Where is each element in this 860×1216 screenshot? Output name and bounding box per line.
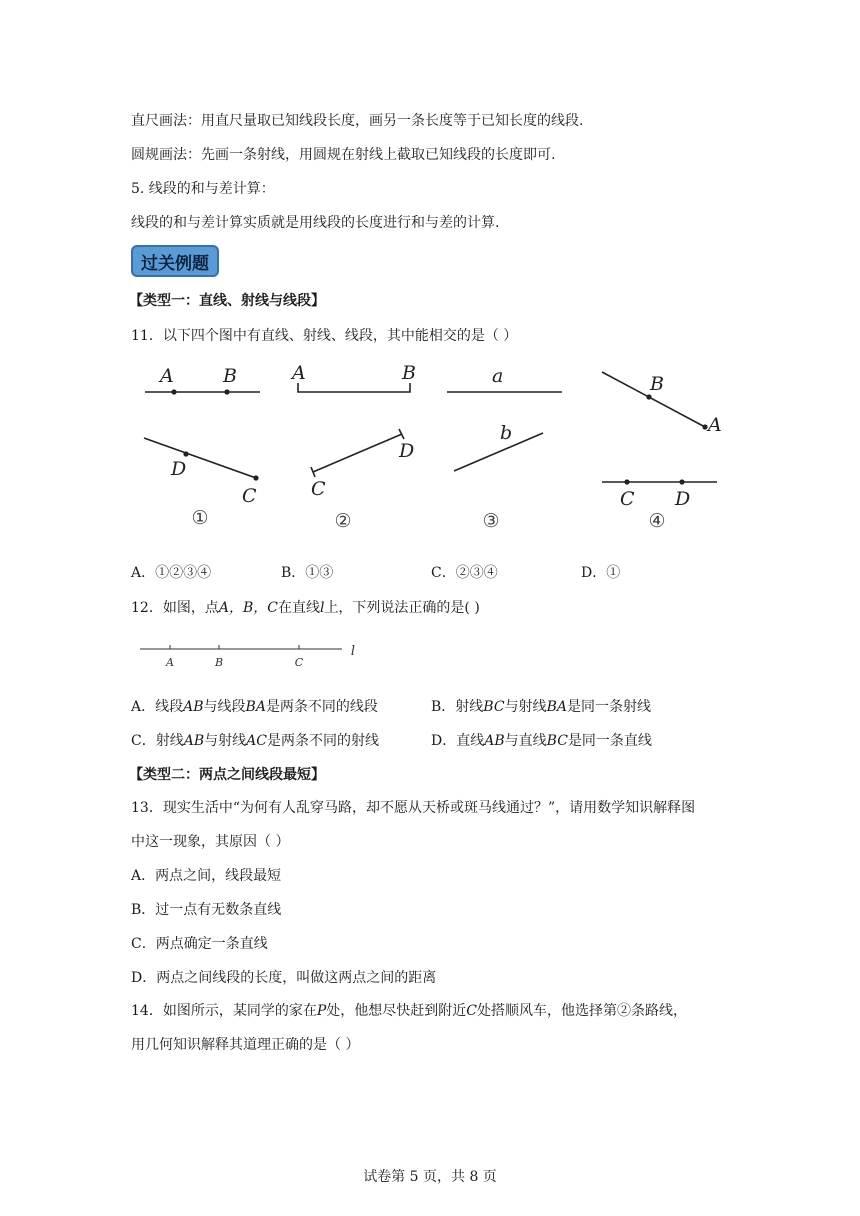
point-a-fig4 — [702, 424, 707, 429]
intro-line-compass: 圆规画法：先画一条射线，用圆规在射线上截取已知线段的长度即可. — [131, 147, 556, 163]
q14-stem-line1: 14．如图所示，某同学的家在P处，他想尽快赶到附近C处搭顺风车，他选择第②条路线， — [131, 1003, 687, 1019]
q12-label-a: A — [166, 656, 174, 669]
label-c-fig4: C — [620, 488, 635, 510]
q12-option-a: A．线段AB与线段BA是两条不同的线段 — [131, 699, 378, 715]
label-c-fig1: C — [242, 485, 257, 507]
label-d-fig4: D — [675, 488, 691, 510]
point-b-fig4 — [646, 394, 651, 399]
label-fig-4: ④ — [648, 510, 666, 532]
point-a-fig1 — [171, 389, 176, 394]
label-a-fig3: a — [492, 365, 504, 387]
label-fig-1: ① — [191, 507, 209, 529]
q11-option-b: B．①③ — [281, 565, 334, 581]
point-c-fig1 — [253, 475, 258, 480]
label-fig-2: ② — [334, 510, 352, 532]
q11-figure — [130, 355, 730, 535]
q12-label-l: l — [350, 644, 356, 659]
q14-stem-line2: 用几何知识解释其道理正确的是（ ） — [131, 1037, 360, 1053]
q13-option-a: A．两点之间，线段最短 — [131, 868, 282, 884]
label-fig-3: ③ — [482, 510, 500, 532]
q12-option-d: D．直线AB与直线BC是同一条直线 — [431, 733, 652, 749]
intro-line-ruler: 直尺画法：用直尺量取已知线段长度，画另一条长度等于已知长度的线段. — [131, 113, 584, 129]
q11-option-a: A．①②③④ — [131, 565, 212, 581]
q12-option-b: B．射线BC与射线BA是同一条射线 — [431, 699, 651, 715]
q13-stem-line1: 13．现实生活中“为何有人乱穿马路，却不愿从天桥或斑马线通过？”，请用数学知识解释图 — [131, 800, 696, 816]
q11-stem: 11．以下四个图中有直线、射线、线段，其中能相交的是（ ） — [131, 328, 518, 344]
page-footer: 试卷第 5 页，共 8 页 — [363, 1169, 497, 1185]
q13-option-c: C．两点确定一条直线 — [131, 936, 268, 952]
point-d-fig4 — [679, 479, 684, 484]
label-a-fig4: A — [708, 414, 722, 436]
q13-option-d: D．两点之间线段的长度，叫做这两点之间的距离 — [131, 970, 437, 986]
label-d-fig2: D — [399, 440, 415, 462]
q11-option-c: C．②③④ — [431, 565, 498, 581]
intro-line-sum-diff: 线段的和与差计算实质就是用线段的长度进行和与差的计算. — [131, 215, 500, 231]
q12-stem: 12．如图，点A，B，C在直线l上，下列说法正确的是( ) — [131, 600, 480, 616]
q13-stem-line2: 中这一现象，其原因（ ） — [131, 834, 290, 850]
point-c-fig4 — [624, 479, 629, 484]
label-b-fig4: B — [650, 373, 664, 395]
q11-option-d: D．① — [581, 565, 621, 581]
type1-heading: 【类型一：直线、射线与线段】 — [129, 293, 325, 309]
q12-label-b: B — [214, 656, 224, 669]
label-a-fig1: A — [160, 365, 174, 387]
intro-line-heading: 5. 线段的和与差计算： — [131, 181, 275, 197]
q12-option-c: C．射线AB与射线AC是两条不同的射线 — [131, 733, 379, 749]
q13-option-b: B．过一点有无数条直线 — [131, 902, 282, 918]
label-c-fig2: C — [311, 478, 326, 500]
q12-label-c: C — [294, 656, 304, 669]
label-a-fig2: A — [292, 362, 306, 384]
point-d-fig1 — [183, 451, 188, 456]
label-b-fig2: B — [402, 362, 416, 384]
label-b-fig1: B — [223, 365, 237, 387]
section-badge: 过关例题 — [131, 245, 219, 277]
type2-heading: 【类型二：两点之间线段最短】 — [129, 767, 325, 783]
q12-figure — [135, 636, 375, 676]
label-b-fig3: b — [500, 422, 513, 444]
label-d-fig1: D — [171, 458, 187, 480]
point-b-fig1 — [224, 389, 229, 394]
